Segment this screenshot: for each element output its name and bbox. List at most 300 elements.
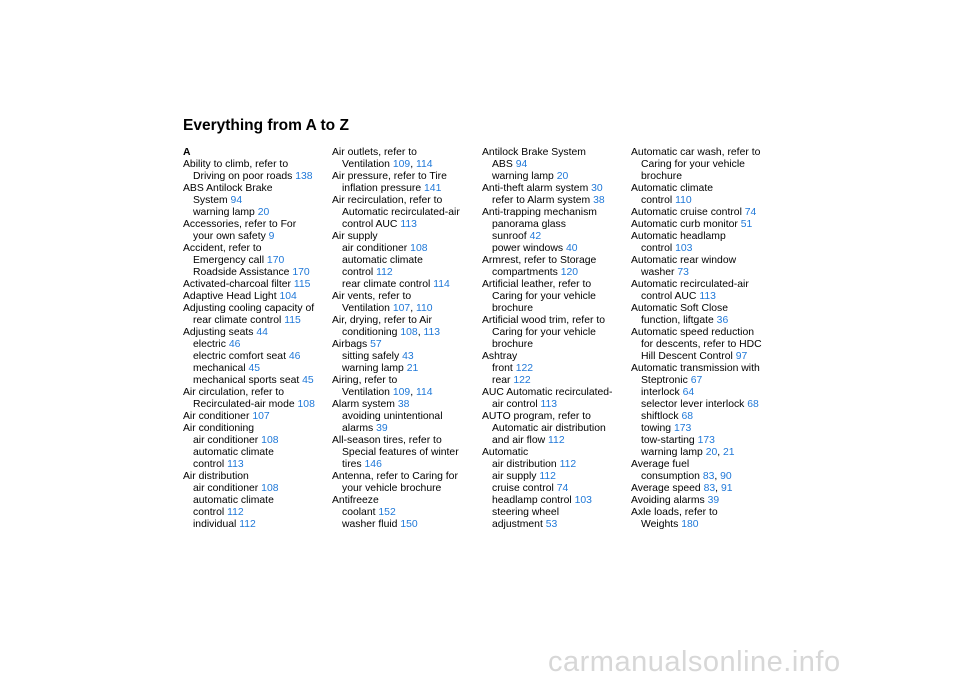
entry-text: All-season tires, refer to [332,435,442,446]
page-link[interactable]: 107 [252,411,270,422]
entry-text: Recirculated-air mode [193,399,295,410]
page-link[interactable]: 38 [397,399,410,410]
page-link[interactable]: 53 [545,519,558,530]
page-link[interactable]: 107 [392,303,411,314]
entry-text: your vehicle brochure [342,483,442,494]
index-entry [183,291,329,303]
entry-text: Automatic climate [631,183,713,194]
index-entry [631,147,777,159]
page-link[interactable]: 83 [703,483,716,494]
entry-text: air supply [492,471,537,482]
page-link[interactable]: 20 [257,207,270,218]
index-entry [482,147,628,159]
page-link[interactable]: 74 [556,483,569,494]
page-link[interactable]: 44 [256,327,268,338]
page-link[interactable]: 108 [297,399,315,410]
entry-text: rear climate control [193,315,282,326]
entry-text: Artificial leather, refer to [482,279,592,290]
page-link[interactable]: 46 [228,339,241,350]
entry-text: air conditioner [342,243,408,254]
index-subentry [482,291,628,303]
index-subentry [332,411,478,423]
index-entry: Average speed 83, 91 [631,483,733,494]
entry-text: Adjusting cooling capacity of [183,303,315,314]
entry-text: Ventilation [342,159,390,170]
page-link[interactable]: 103 [574,495,592,506]
page-link[interactable]: 113 [699,291,716,302]
page-link[interactable]: 108 [261,483,279,494]
index-subentry [332,279,478,291]
page-link[interactable]: 120 [560,267,579,278]
entry-text: Automatic curb monitor [631,219,738,230]
index-entry [482,279,628,291]
page-link[interactable]: 110 [415,303,433,314]
entry-text: refer to Alarm system [492,195,591,206]
entry-text: Air, drying, refer to Air [332,315,432,326]
index-subentry: warning lamp 20, 21 [641,447,735,458]
entry-text: adjustment [492,519,543,530]
index-entry [631,327,777,339]
page-link[interactable]: 21 [723,447,735,458]
entry-text: selector lever interlock [641,399,745,410]
page-link[interactable]: 90 [720,471,732,482]
index-entry [482,255,628,267]
index-subentry [482,471,628,483]
page-link[interactable]: 115 [284,315,301,326]
page-link[interactable]: 104 [279,291,297,302]
entry-text: cruise control [492,483,554,494]
index-letter-heading [183,147,329,159]
entry-text: Anti-trapping mechanism [482,207,597,218]
entry-text: washer fluid [342,519,398,530]
index-subentry [332,243,478,255]
page-link[interactable]: 108 [261,435,279,446]
entry-text: Average fuel [631,459,690,470]
index-subentry [183,483,329,495]
entry-text: Roadside Assistance [193,267,290,278]
page-link[interactable]: 112 [539,471,556,482]
index-entry [183,243,329,255]
entry-text: automatic climate [342,255,423,266]
index-subentry [631,411,777,423]
page-link[interactable]: 39 [707,495,720,506]
index-subentry [183,459,329,471]
page-link[interactable]: 113 [227,459,244,470]
index-subentry [332,483,478,495]
entry-text: electric [193,339,226,350]
index-subentry [183,207,329,219]
entry-text: Activated-charcoal filter [183,279,291,290]
index-subentry [183,195,329,207]
index-subentry [482,195,628,207]
entry-text: individual [193,519,237,530]
page-link[interactable]: 45 [248,363,261,374]
page-link[interactable]: 108 [400,327,418,338]
page-link[interactable]: 146 [364,459,382,470]
page-link[interactable]: 109 [392,387,411,398]
index-entry [183,387,329,399]
index-subentry [332,351,478,363]
entry-text: tow-starting [641,435,695,446]
entry-text: control [193,507,225,518]
index-subentry [482,399,628,411]
entry-text: Driving on poor roads [193,171,293,182]
entry-text: Steptronic [641,375,688,386]
index-subentry [482,327,628,339]
entry-text: mechanical sports seat [193,375,300,386]
entry-text: warning lamp [492,171,554,182]
page-link[interactable]: 112 [239,519,256,530]
page-link[interactable]: 97 [735,351,748,362]
index-subentry [183,171,329,183]
index-subentry [183,231,329,243]
page-link[interactable]: 21 [406,363,419,374]
entry-text: Automatic recirculated-air [631,279,749,290]
index-entry [482,411,628,423]
index-entry [332,171,478,183]
page-link[interactable]: 180 [681,519,699,530]
entry-text: control [342,267,374,278]
page-link[interactable]: 109 [392,159,411,170]
entry-text: air conditioner [193,435,259,446]
index-entry [332,495,478,507]
index-subentry [332,363,478,375]
index-entry [332,291,478,303]
entry-text: Ventilation [342,387,390,398]
entry-text: Automatic [482,447,529,458]
entry-text: air conditioner [193,483,259,494]
page-link[interactable]: 103 [675,243,693,254]
entry-text: Alarm system [332,399,395,410]
entry-text: Axle loads, refer to [631,507,718,518]
index-subentry [183,435,329,447]
page-link[interactable]: 115 [293,279,311,290]
entry-text: conditioning [342,327,398,338]
index-entry [482,351,628,363]
entry-text: control AUC [342,219,398,230]
index-subentry [183,519,329,531]
index-entry [183,159,329,171]
entry-text: System [193,195,228,206]
page-link[interactable]: 57 [370,339,382,350]
page-link[interactable]: 112 [376,267,393,278]
index-subentry: Ventilation 107, 110 [342,303,433,314]
entry-text: warning lamp [342,363,404,374]
entry-text: Ashtray [482,351,518,362]
page-link[interactable]: 20 [556,171,569,182]
entry-text: automatic climate [193,495,274,506]
entry-text: Automatic cruise control [631,207,742,218]
page-link[interactable]: 68 [681,411,693,422]
page-link[interactable]: 91 [720,483,733,494]
page-link[interactable]: 113 [423,327,441,338]
entry-text: Automatic recirculated-air [342,207,460,218]
page-title: Everything from A to Z [183,117,349,134]
index-subentry: Ventilation 109, 114 [342,387,433,398]
index-subentry [631,171,777,183]
entry-text: Air pressure, refer to Tire [332,171,447,182]
index-entry [183,411,329,423]
index-subentry [482,339,628,351]
index-subentry [183,363,329,375]
page-link[interactable]: 110 [675,195,692,206]
entry-text: Automatic Soft Close [631,303,729,314]
page-link[interactable]: 94 [515,159,528,170]
index-subentry [631,399,777,411]
entry-text: steering wheel [492,507,560,518]
index-subentry [183,267,329,279]
page-link[interactable]: 113 [400,219,417,230]
index-subentry: Ventilation 109, 114 [342,159,433,170]
index-subentry [332,183,478,195]
entry-text: automatic climate [193,447,274,458]
page-link[interactable]: 173 [673,423,692,434]
page-link[interactable]: 42 [529,231,542,242]
index-subentry [332,207,478,219]
page-link[interactable]: 112 [227,507,244,518]
index-column-1 [183,147,329,531]
index-subentry [631,423,777,435]
entry-text: consumption [641,471,700,482]
page-link[interactable]: 83 [702,471,715,482]
entry-text: sitting safely [342,351,400,362]
page-link[interactable]: 68 [747,399,759,410]
entry-text: alarms [342,423,374,434]
index-subentry [332,519,478,531]
index-subentry [332,267,478,279]
entry-text: power windows [492,243,564,254]
index-entry [332,231,478,243]
index-entry [183,219,329,231]
entry-text: and air flow [492,435,546,446]
index-subentry [332,255,478,267]
entry-text: tires [342,459,362,470]
index-entry [183,303,329,315]
index-subentry: consumption 83, 90 [641,471,732,482]
index-subentry [631,195,777,207]
entry-text: Air recirculation, refer to [332,195,443,206]
index-subentry [183,375,329,387]
page-link[interactable]: 67 [690,375,703,386]
index-subentry [183,351,329,363]
entry-text: headlamp control [492,495,572,506]
page-link[interactable]: 20 [705,447,718,458]
index-entry [332,435,478,447]
index-subentry [482,483,628,495]
entry-text: Hill Descent Control [641,351,733,362]
entry-text: function, liftgate [641,315,714,326]
page-link[interactable]: 114 [415,159,433,170]
index-entry [332,375,478,387]
index-subentry [631,435,777,447]
index-subentry: conditioning 108, 113 [342,327,441,338]
page-link[interactable]: 9 [268,231,275,242]
entry-text: panorama glass [492,219,566,230]
index-subentry [631,351,777,363]
entry-text: control [193,459,225,470]
page-link[interactable]: 114 [433,279,450,290]
entry-text: AUTO program, refer to [482,411,591,422]
entry-text: brochure [641,171,683,182]
entry-text: Air conditioning [183,423,255,434]
index-subentry [482,363,628,375]
entry-text: ABS [492,159,513,170]
index-subentry [332,507,478,519]
entry-text: Airbags [332,339,368,350]
entry-text: Automatic car wash, refer to [631,147,761,158]
entry-text: control [641,195,673,206]
entry-text: control [641,243,673,254]
index-entry [332,315,478,327]
index-subentry [183,447,329,459]
page-link[interactable]: 152 [378,507,396,518]
entry-text: air distribution [492,459,557,470]
entry-text: shiftlock [641,411,679,422]
index-entry [631,183,777,195]
page-link[interactable]: 38 [593,195,605,206]
entry-text: Caring for your vehicle [641,159,745,170]
entry-text: Accident, refer to [183,243,262,254]
page-link[interactable]: 39 [376,423,388,434]
page-link[interactable]: 64 [682,387,695,398]
index-subentry [631,243,777,255]
page-link[interactable]: 46 [288,351,301,362]
page-link[interactable]: 108 [410,243,428,254]
entry-text: Antilock Brake System [482,147,586,158]
entry-text: Air conditioner [183,411,250,422]
index-entry [631,459,777,471]
index-entry [631,231,777,243]
entry-text: coolant [342,507,376,518]
index-entry [631,207,777,219]
index-entry [183,183,329,195]
index-subentry [482,459,628,471]
entry-text: Special features of winter [342,447,459,458]
entry-text: Ability to climb, refer to [183,159,289,170]
index-subentry [482,507,628,519]
page-link[interactable]: 73 [677,267,689,278]
entry-text: Air vents, refer to [332,291,412,302]
index-subentry [332,459,478,471]
index-subentry [631,339,777,351]
index-column-2 [332,147,478,531]
index-subentry [631,267,777,279]
page-link[interactable]: 112 [548,435,565,446]
entry-text: Avoiding alarms [631,495,705,506]
page-link[interactable]: 138 [295,171,313,182]
index-subentry [183,399,329,411]
entry-text: Automatic transmission with [631,363,760,374]
index-subentry [482,171,628,183]
entry-text: your own safety [193,231,266,242]
entry-text: Automatic rear window [631,255,737,266]
index-entry [631,507,777,519]
entry-text: Automatic headlamp [631,231,726,242]
entry-text: Adjusting seats [183,327,254,338]
page-link[interactable]: 150 [400,519,418,530]
page-link[interactable]: 45 [302,375,314,386]
entry-text: towing [641,423,672,434]
entry-text: mechanical [193,363,246,374]
page-link[interactable]: 114 [415,387,433,398]
index-subentry [332,447,478,459]
entry-text: Accessories, refer to For [183,219,297,230]
index-subentry [332,219,478,231]
entry-text: compartments [492,267,558,278]
page-link[interactable]: 141 [424,183,442,194]
index-subentry [631,159,777,171]
entry-text: Antifreeze [332,495,379,506]
index-entry [332,399,478,411]
index-subentry [183,507,329,519]
index-subentry [482,243,628,255]
page-link[interactable]: 170 [266,255,285,266]
index-subentry [631,387,777,399]
index-subentry [482,267,628,279]
page-link[interactable]: 173 [697,435,715,446]
index-entry [332,195,478,207]
entry-text: Airing, refer to [332,375,398,386]
entry-text: Average speed [631,483,701,494]
index-subentry [183,339,329,351]
index-entry [332,147,478,159]
page-link[interactable]: 170 [292,267,310,278]
page-link[interactable]: 112 [559,459,577,470]
entry-text: Adaptive Head Light [183,291,277,302]
index-subentry [631,519,777,531]
entry-text: rear [492,375,511,386]
entry-text: brochure [492,303,534,314]
index-subentry [183,255,329,267]
entry-text: rear climate control [342,279,431,290]
page-link[interactable]: 43 [402,351,414,362]
page-link[interactable]: 122 [515,363,534,374]
index-entry [183,423,329,435]
entry-text: for descents, refer to HDC [641,339,762,350]
index-entry [482,387,628,399]
index-subentry [482,303,628,315]
page-link[interactable]: 94 [230,195,243,206]
entry-text: interlock [641,387,680,398]
index-subentry [631,291,777,303]
entry-text: Emergency call [193,255,265,266]
index-entry [631,219,777,231]
entry-text: inflation pressure [342,183,422,194]
index-entry [183,327,329,339]
entry-text: air control [492,399,538,410]
index-subentry [631,375,777,387]
page-link[interactable]: 30 [591,183,603,194]
page-link[interactable]: 122 [513,375,531,386]
index-entry [631,363,777,375]
index-subentry [631,315,777,327]
index-subentry [482,219,628,231]
index-column-3 [482,147,628,531]
entry-text: Automatic air distribution [492,423,606,434]
page-link[interactable]: 40 [565,243,578,254]
page-link[interactable]: 51 [740,219,753,230]
entry-text: sunroof [492,231,527,242]
index-subentry [183,315,329,327]
entry-text: ABS Antilock Brake [183,183,273,194]
page-link[interactable]: 113 [540,399,558,410]
entry-text: Caring for your vehicle [492,327,596,338]
index-column-4 [631,147,777,531]
entry-text: warning lamp [193,207,255,218]
page-link[interactable]: 36 [716,315,729,326]
page-link[interactable]: 74 [744,207,757,218]
entry-text: washer [641,267,675,278]
